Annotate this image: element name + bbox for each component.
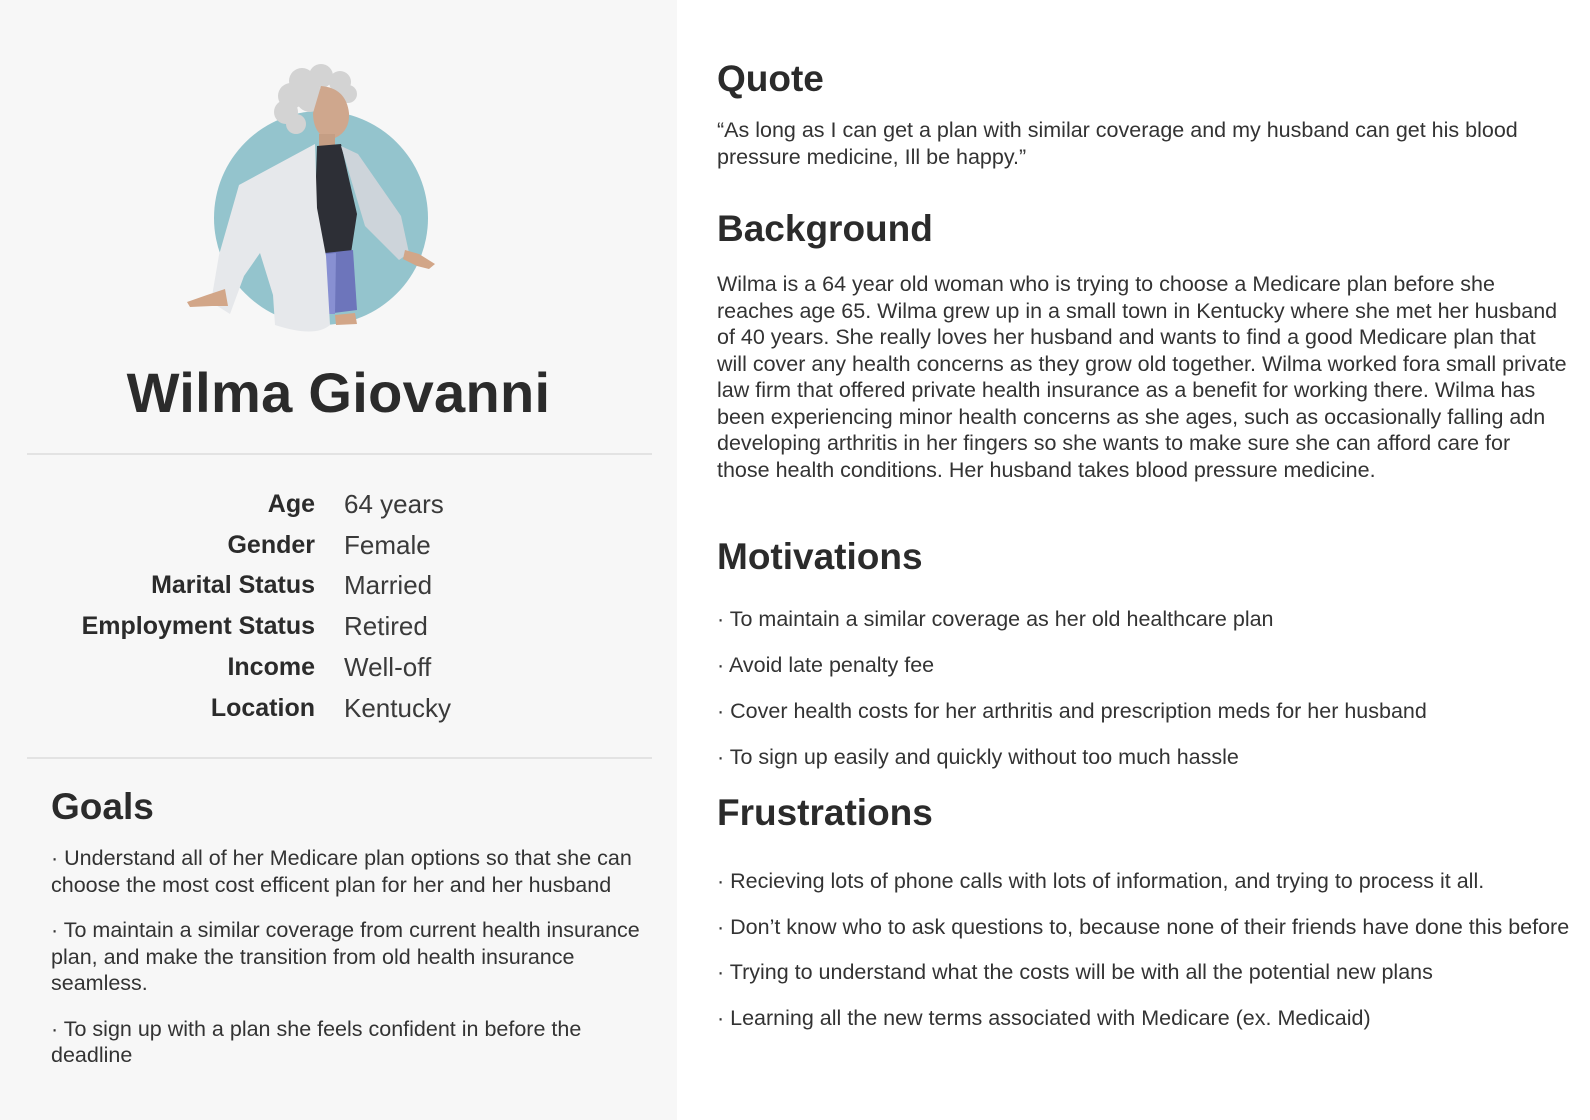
motivations-list: [717, 606, 1577, 790]
goal-item: · To sign up with a plan she feels confident in before the deadline: [51, 1016, 582, 1067]
demographic-value: Female: [344, 529, 431, 560]
profile-panel: [0, 0, 677, 1120]
demographic-row-location: [0, 688, 677, 729]
demographic-row-income: [0, 647, 677, 688]
demographic-label: Age: [267, 489, 315, 518]
goal-item: · To maintain a similar coverage from current health insurance plan, and make the transition from old health insurance seamless.: [51, 918, 640, 995]
demographic-value: Well-off: [344, 652, 432, 683]
demographic-label: Income: [227, 653, 315, 682]
quote-text: “As long as I can get a plan with similar coverage and my husband can get his blood pressure medicine, Ill be happy.”: [717, 118, 1518, 169]
demographic-label: Marital Status: [151, 571, 315, 600]
details-panel: [677, 0, 1590, 1120]
divider: [27, 757, 652, 759]
goals-heading: Goals: [51, 786, 154, 827]
frustration-item: · Recieving lots of phone calls with lots of information, and trying to process it all.: [717, 869, 1485, 893]
demographic-value: Kentucky: [344, 692, 451, 723]
demographic-row-gender: [0, 525, 677, 566]
demographic-label: Location: [210, 693, 315, 722]
persona-name: Wilma Giovanni: [126, 361, 551, 424]
demographic-value: 64 years: [344, 488, 444, 519]
frustrations-list: [717, 868, 1577, 1050]
frustration-item: · Learning all the new terms associated with Medicare (ex. Medicaid): [717, 1005, 1371, 1030]
motivation-item: · To maintain a similar coverage as her old healthcare plan: [717, 607, 1274, 631]
frustration-item: · Don’t know who to ask questions to, because none of their friends have done this before: [717, 914, 1570, 939]
demographic-row-employment-status: [0, 606, 677, 647]
demographic-value: Retired: [344, 611, 428, 642]
demographic-row-marital-status: [0, 566, 677, 607]
motivation-item: · Cover health costs for her arthritis and prescription meds for her husband: [717, 699, 1427, 723]
demographic-value: Married: [344, 570, 433, 601]
background-text: Wilma is a 64 year old woman who is trying to choose a Medicare plan before she reaches age 65. Wilma grew up in a small town in Kentucky where she met her husband of 40 years. She really loves her husband and wants to find a good Medicare plan that will cover any health concerns as they grow old together. Wilma worked fora small private law firm that offered private health insurance as a benefit for working there. Wilma has been experiencing minor health concerns as she ages, such as occasionally falling adn developing arthritis in her fingers so she wants to make sure she can afford care for those health conditions. Her husband takes blood pressure medicine.: [717, 272, 1567, 482]
motivation-item: · Avoid late penalty fee: [717, 653, 935, 677]
demographics-table: [0, 484, 677, 729]
elderly-woman-avatar-icon: [185, 58, 455, 333]
motivations-heading: Motivations: [717, 536, 923, 577]
demographic-label: Gender: [227, 530, 315, 559]
frustration-item: · Trying to understand what the costs will be with all the potential new plans: [717, 960, 1433, 984]
goal-item: · Understand all of her Medicare plan options so that she can choose the most cost efficent plan for her and her husband: [51, 846, 632, 897]
quote-heading: Quote: [717, 58, 824, 99]
background-heading: Background: [717, 208, 933, 249]
frustrations-heading: Frustrations: [717, 792, 933, 833]
divider: [27, 453, 652, 455]
motivation-item: · To sign up easily and quickly without too much hassle: [717, 745, 1239, 769]
goals-list: [51, 845, 641, 1088]
demographic-row-age: [0, 484, 677, 525]
demographic-label: Employment Status: [81, 612, 315, 641]
